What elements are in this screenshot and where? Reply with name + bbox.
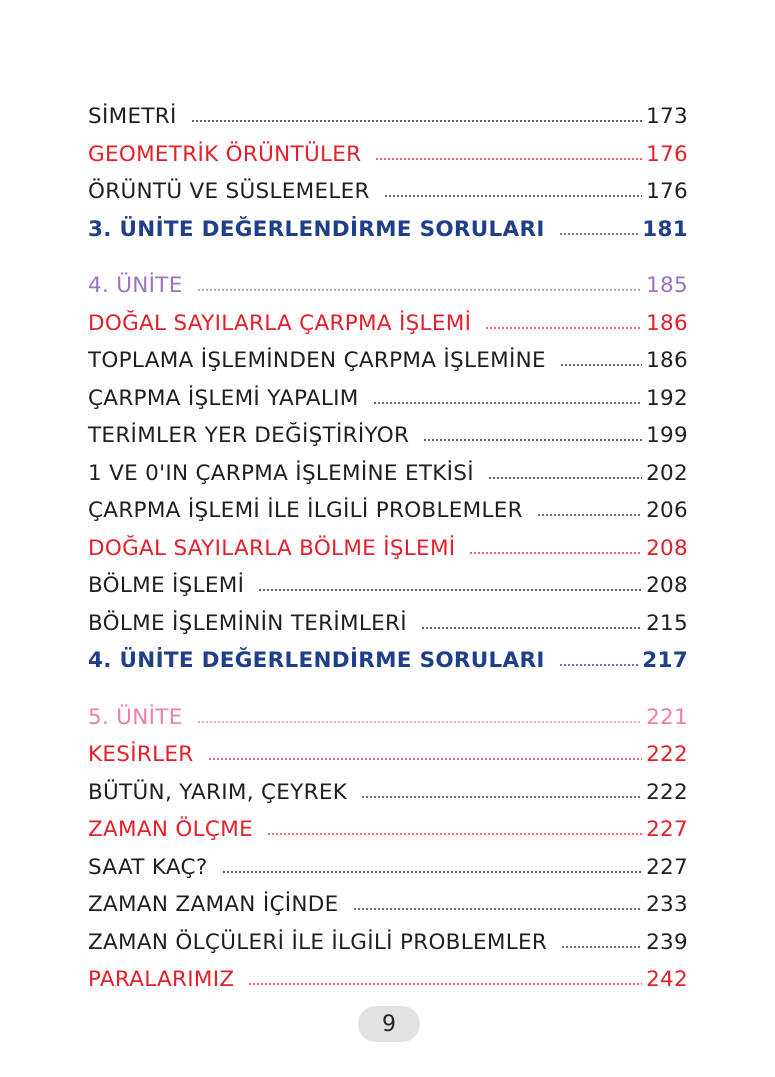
toc-entry-page: 222 (646, 742, 688, 767)
toc-entry-title: 5. ÜNİTE (88, 704, 183, 730)
dot-leader (485, 326, 642, 330)
toc-entry[interactable] (88, 611, 688, 649)
toc-entry[interactable] (88, 423, 688, 461)
dot-leader (537, 513, 642, 517)
toc-entry[interactable] (88, 386, 688, 424)
dot-leader (197, 720, 642, 724)
toc-entry-title: SİMETRİ (88, 104, 177, 129)
toc-entry-page: 233 (646, 892, 688, 917)
toc-entry-title: ZAMAN ÖLÇME (88, 817, 253, 842)
toc-entry[interactable] (88, 104, 688, 142)
toc-entry-title: ÖRÜNTÜ VE SÜSLEMELER (88, 179, 370, 204)
toc-entry[interactable] (88, 817, 688, 855)
dot-leader (258, 588, 642, 592)
toc-entry-title: ÇARPMA İŞLEMİ İLE İLGİLİ PROBLEMLER (88, 498, 523, 523)
dot-leader (561, 945, 642, 949)
toc-entry[interactable] (88, 573, 688, 611)
toc-entry-page: 186 (646, 348, 688, 373)
toc-entry-title: KESİRLER (88, 742, 194, 767)
toc-entry-title: DOĞAL SAYILARLA BÖLME İŞLEMİ (88, 535, 456, 561)
toc-entry-title: BÖLME İŞLEMİNİN TERİMLERİ (88, 610, 407, 636)
dot-leader (375, 157, 642, 161)
toc-entry[interactable] (88, 217, 688, 255)
toc-entry-title: 3. ÜNİTE DEĞERLENDİRME SORULARI (88, 216, 545, 242)
toc-entry-page: 206 (646, 498, 688, 523)
toc-entry[interactable] (88, 311, 688, 349)
toc-entry-title: ÇARPMA İŞLEMİ YAPALIM (88, 385, 359, 411)
toc-entry-page: 215 (646, 610, 688, 636)
toc-entry[interactable] (88, 498, 688, 536)
dot-leader (559, 232, 639, 236)
toc-entry-page: 221 (646, 704, 688, 730)
dot-leader (421, 626, 642, 630)
toc-entry-title: DOĞAL SAYILARLA ÇARPMA İŞLEMİ (88, 310, 472, 336)
page-number-badge: 9 (358, 1006, 420, 1042)
dot-leader (560, 363, 642, 367)
toc-entry-title: TERİMLER YER DEĞİŞTİRİYOR (88, 423, 410, 448)
toc-entry-page: 222 (646, 779, 688, 805)
dot-leader (197, 288, 642, 292)
toc-entry-title: 4. ÜNİTE DEĞERLENDİRME SORULARI (88, 648, 545, 673)
dot-leader (488, 476, 642, 480)
toc-entry-page: 176 (646, 179, 688, 204)
toc-entry-title: ZAMAN ÖLÇÜLERİ İLE İLGİLİ PROBLEMLER (88, 929, 548, 955)
toc-entry[interactable] (88, 930, 688, 968)
toc-entry-title: PARALARIMIZ (88, 967, 235, 992)
toc-entry-page: 208 (646, 573, 688, 598)
toc-entry-title: SAAT KAÇ? (88, 854, 208, 880)
toc-entry-page: 176 (646, 141, 688, 167)
toc-entry[interactable] (88, 179, 688, 217)
toc-entry[interactable] (88, 648, 688, 686)
toc-entry-page: 227 (646, 817, 688, 842)
toc-entry-title: ZAMAN ZAMAN İÇİNDE (88, 892, 339, 917)
toc-entry-page: 173 (646, 104, 688, 129)
toc-entry-page: 242 (646, 967, 688, 992)
toc-entry-title: GEOMETRİK ÖRÜNTÜLER (88, 141, 362, 167)
toc-entry[interactable] (88, 536, 688, 574)
toc-entry-title: TOPLAMA İŞLEMİNDEN ÇARPMA İŞLEMİNE (88, 348, 546, 373)
toc-entry-title: 4. ÜNİTE (88, 273, 183, 298)
toc-entry[interactable] (88, 348, 688, 386)
toc-entry-title: 1 VE 0'IN ÇARPMA İŞLEMİNE ETKİSİ (88, 460, 474, 486)
toc-entry[interactable] (88, 705, 688, 743)
dot-leader (423, 438, 642, 442)
toc-entry-title: BÖLME İŞLEMİ (88, 573, 245, 598)
toc-entry[interactable] (88, 892, 688, 930)
toc-entry-page: 239 (646, 929, 688, 955)
toc-entry-title: BÜTÜN, YARIM, ÇEYREK (88, 779, 348, 805)
dot-leader (208, 757, 643, 761)
toc-entry[interactable] (88, 855, 688, 893)
dot-leader (248, 982, 642, 986)
toc-entry-page: 192 (646, 385, 688, 411)
dot-leader (373, 401, 642, 405)
toc-entry-page: 199 (646, 423, 688, 448)
toc-entry-page: 181 (642, 216, 688, 242)
toc-entry[interactable] (88, 142, 688, 180)
dot-leader (191, 119, 642, 123)
dot-leader (361, 795, 642, 799)
toc-entry[interactable] (88, 461, 688, 499)
toc-entry[interactable] (88, 967, 688, 1005)
toc-entry-page: 202 (646, 460, 688, 486)
dot-leader (384, 194, 642, 198)
toc-entry[interactable] (88, 742, 688, 780)
toc-entry-page: 227 (646, 854, 688, 880)
dot-leader (267, 832, 642, 836)
table-of-contents (88, 104, 688, 1005)
dot-leader (222, 870, 643, 874)
toc-entry[interactable] (88, 780, 688, 818)
dot-leader (469, 551, 642, 555)
toc-entry[interactable] (88, 273, 688, 311)
dot-leader (559, 663, 639, 667)
toc-entry-page: 217 (642, 648, 688, 673)
toc-entry-page: 186 (646, 310, 688, 336)
toc-entry-page: 185 (646, 273, 688, 298)
toc-entry-page: 208 (646, 535, 688, 561)
dot-leader (353, 907, 643, 911)
